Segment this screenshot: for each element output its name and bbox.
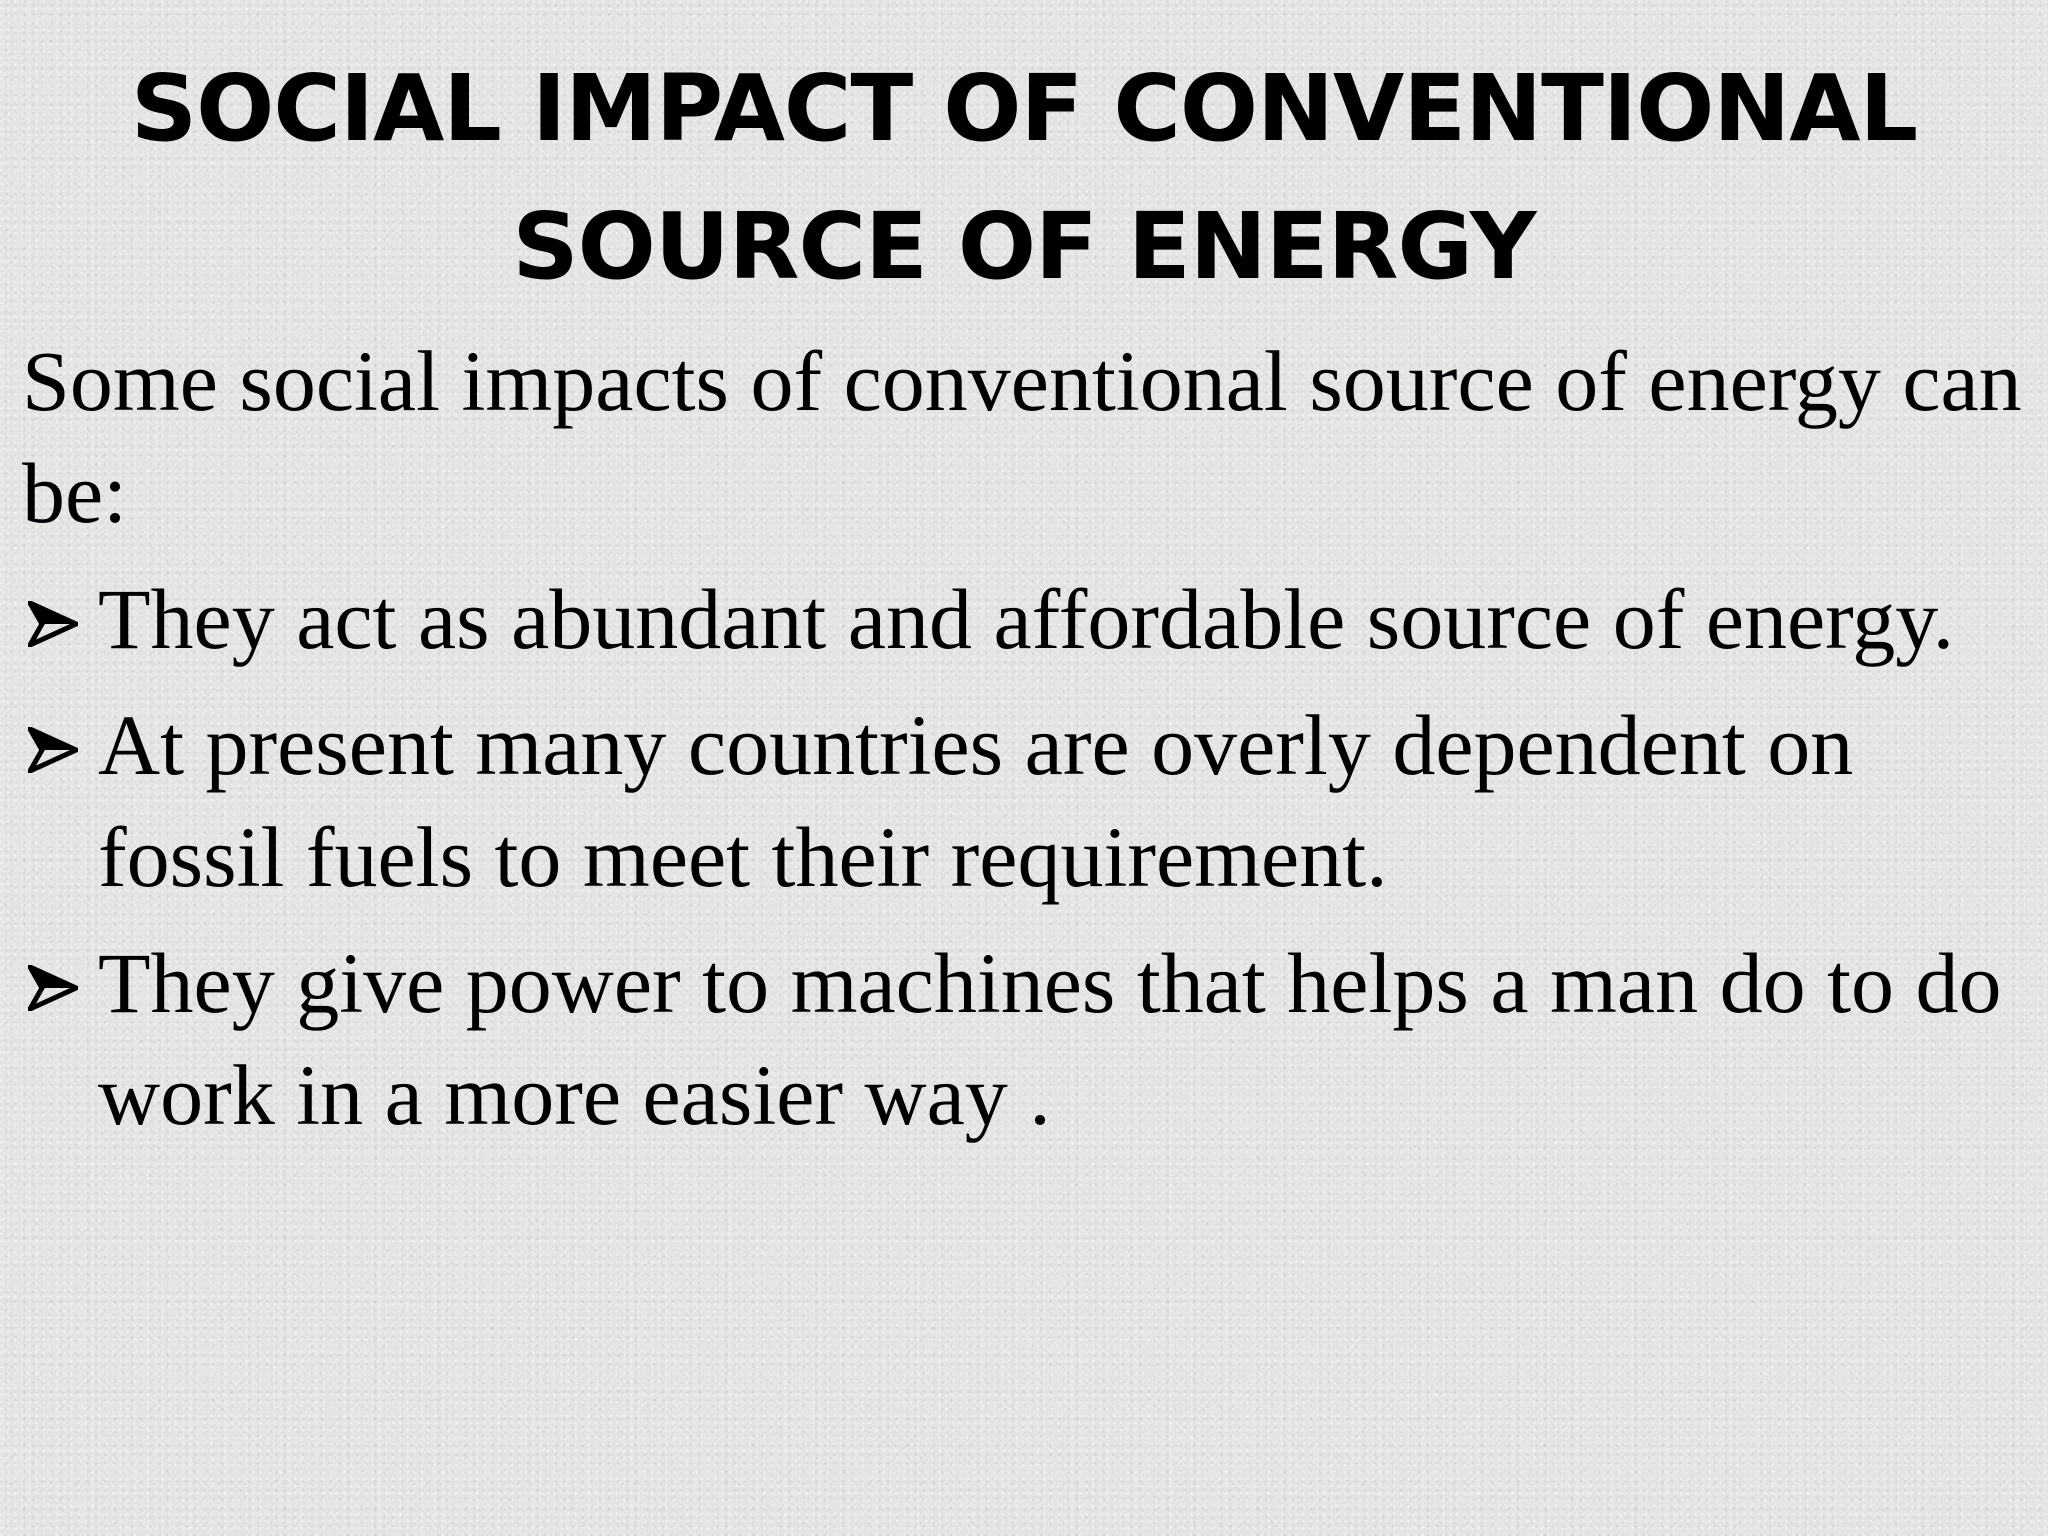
slide-body: [22, 325, 2022, 1165]
bullet-item-3: [22, 927, 2022, 1151]
slide-title-line-1: SOCIAL IMPACT OF CONVENTIONAL: [130, 55, 1918, 162]
arrowhead-bullet-icon: [22, 689, 98, 801]
arrowhead-bullet-icon: [22, 927, 98, 1039]
bullet-item-2: [22, 689, 2022, 913]
bullet-item-1: [22, 563, 2022, 675]
bullet-text-2: At present many countries are overly dependent on fossil fuels to meet their requirement.: [98, 697, 1854, 905]
intro-text: Some social impacts of conventional source of energy can be:: [22, 333, 2022, 541]
slide-title-line-2: SOURCE OF ENERGY: [512, 193, 1536, 300]
bullet-text-3: They give power to machines that helps a man do to do work in a more easier way .: [98, 935, 2002, 1143]
bullet-list: [22, 563, 2022, 1151]
slide-title: [0, 40, 2048, 316]
arrowhead-bullet-icon: [22, 563, 98, 675]
bullet-text-1: They act as abundant and affordable source of energy.: [98, 571, 1955, 667]
